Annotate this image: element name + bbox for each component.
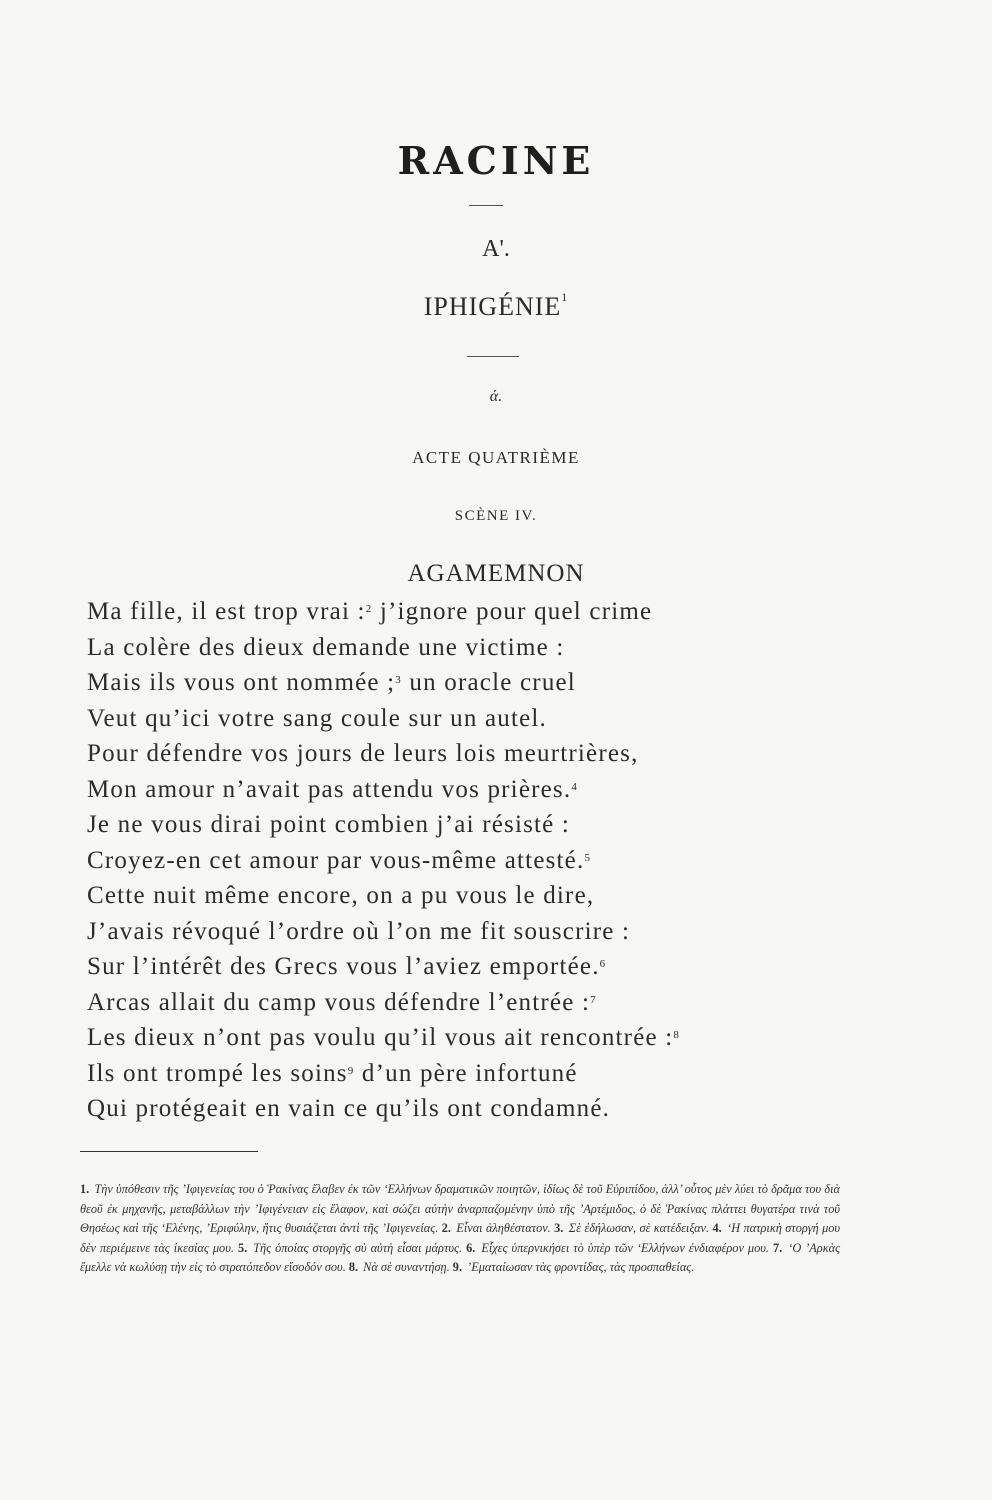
verse-text: Arcas allait du camp vous défendre l’entrée :: [87, 988, 591, 1016]
verse-text-cont: j’ignore pour quel crime: [372, 598, 653, 625]
verse-line: [87, 949, 907, 985]
author-heading: RACINE: [397, 138, 595, 183]
footnote-number: 1.: [80, 1182, 90, 1196]
verse-text: Croyez-en cet amour par vous-même attesté.: [87, 846, 585, 874]
sub-section-letter: ά.: [489, 388, 503, 405]
act-heading: ACTE QUATRIÈME: [412, 448, 580, 467]
verse-line: [87, 736, 907, 772]
footnote-text: Εἶναι ἀληθέστατον.: [456, 1221, 551, 1236]
play-title-footnote-ref: 1: [561, 290, 569, 304]
footnote-text: Τὴν ὑπόθεσιν τῆς ’Ιφιγενείας του ὁ Ῥακίνας ἔλαβεν ἐκ τῶν ‘Ελλήνων δραματικῶν ποιητῶν, ἰδίως δὲ τοῦ Εὐριπίδου, ἀλλ’ οὗτος μὲν λύει τὸ δρᾶμα του διὰ θεοῦ ἐκ μηχανῆς, μεταβάλλων τὴν ’Ιφιγένειαν εἰς ἔλαφον, καὶ σώζει αὐτὴν ἀναρπαζομένην ὑπὸ τῆς ’Αρτέμιδος, ὁ δὲ Ῥακίνας πλάττει θυγατέρα τινὰ τοῦ Θησέως καὶ τῆς ‘Ελένης, ’Εριφύλην, ἥτις θυσιάζεται ἀντὶ τῆς ’Ιφιγενείας.: [80, 1182, 841, 1236]
verse-text: Pour défendre vos jours de leurs lois meurtrières,: [87, 740, 639, 767]
verse-line: [87, 878, 907, 914]
title-divider: [467, 356, 519, 357]
footnote-ref: 2: [365, 603, 373, 615]
footnote-number: 8.: [348, 1260, 359, 1275]
verse-text: Mon amour n’avait pas attendu vos prières.: [87, 775, 572, 803]
section-letter: A'.: [482, 236, 510, 262]
verse-text: Ils ont trompé les soins: [87, 1059, 348, 1087]
footnote-number: 5.: [237, 1240, 248, 1255]
verse-text-cont: d’un père infortuné: [354, 1059, 578, 1087]
verse-text: Qui protégeait en vain ce qu’ils ont condamné.: [87, 1095, 611, 1122]
footnote-ref: 8: [673, 1029, 681, 1041]
verse-line: [87, 772, 907, 808]
footnote-ref: 4: [571, 780, 579, 793]
verse-line: [87, 807, 907, 843]
footnote-number: 7.: [772, 1240, 783, 1255]
footnote-ref: 3: [395, 674, 402, 686]
footnotes-block: [80, 1180, 840, 1278]
footnote-text: Σὲ ἐδήλωσαν, σὲ κατέδειξαν.: [568, 1221, 710, 1236]
verse-line: [87, 701, 907, 737]
play-title: [0, 292, 992, 322]
heading-divider: [469, 205, 503, 206]
verse-block: [87, 594, 907, 1127]
footnote-ref: 6: [599, 958, 607, 970]
footnote-text: ‘Ο ’Αρκὰς ἔμελλε νὰ κωλύσῃ τὴν εἰς τὸ στρατόπεδον εἴσοδόν σου.: [80, 1240, 841, 1275]
verse-line: [87, 1091, 907, 1127]
footnote-text: Εἶχες ὑπερνικήσει τὸ ὑπὲρ τῶν ‘Ελλήνων ἐνδιαφέρον μου.: [481, 1240, 769, 1255]
footnote-ref: 5: [584, 851, 592, 864]
verse-text: Sur l’intérêt des Grecs vous l’aviez emportée.: [87, 953, 600, 980]
footnote-divider: [80, 1151, 258, 1152]
verse-line: [87, 914, 907, 950]
verse-text: Je ne vous dirai point combien j’ai résisté :: [87, 811, 571, 838]
footnote-number: 3.: [554, 1221, 564, 1236]
footnote-ref: 9: [347, 1064, 355, 1077]
verse-text: Les dieux n’ont pas voulu qu’il vous ait rencontrée :: [87, 1024, 674, 1051]
play-title-text: IPHIGÉNIE: [423, 292, 562, 321]
verse-line: [87, 1020, 907, 1056]
footnote-number: 9.: [452, 1260, 463, 1275]
verse-text: Mais ils vous ont nommée ;: [87, 669, 396, 696]
footnote-number: 4.: [712, 1221, 722, 1236]
verse-text: Veut qu’ici votre sang coule sur un autel.: [87, 704, 548, 732]
verse-line: [87, 843, 907, 879]
footnote-number: 2.: [441, 1221, 451, 1236]
footnote-text: Νὰ σὲ συναντήσῃ.: [363, 1260, 450, 1275]
footnote-ref: 7: [590, 993, 597, 1006]
footnote-text: ’Εματαίωσαν τὰς φροντίδας, τὰς προσπαθείας.: [467, 1260, 695, 1275]
footnote-text: ‘Η πατρικὴ στοργή μου δὲν περιέμεινε τὰς ἱκεσίας μου.: [80, 1221, 841, 1255]
verse-text-cont: un oracle cruel: [401, 669, 576, 696]
verse-text: La colère des dieux demande une victime :: [87, 633, 565, 661]
scene-heading: SCÈNE IV.: [454, 508, 538, 524]
verse-line: [87, 1056, 907, 1092]
verse-line: [87, 665, 907, 701]
verse-line: [87, 630, 907, 666]
verse-text: Ma fille, il est trop vrai :: [87, 598, 366, 625]
speaker-name: AGAMEMNON: [407, 560, 585, 587]
footnote-text: Τῆς ὁποίας στοργῆς σὺ αὐτὴ εἶσαι μάρτυς.: [253, 1240, 463, 1255]
verse-line: [87, 594, 907, 630]
footnote-number: 6.: [466, 1240, 476, 1255]
verse-text: Cette nuit même encore, on a pu vous le dire,: [87, 882, 595, 909]
verse-text: J’avais révoqué l’ordre où l’on me fit souscrire :: [87, 917, 631, 945]
verse-line: [87, 985, 907, 1021]
